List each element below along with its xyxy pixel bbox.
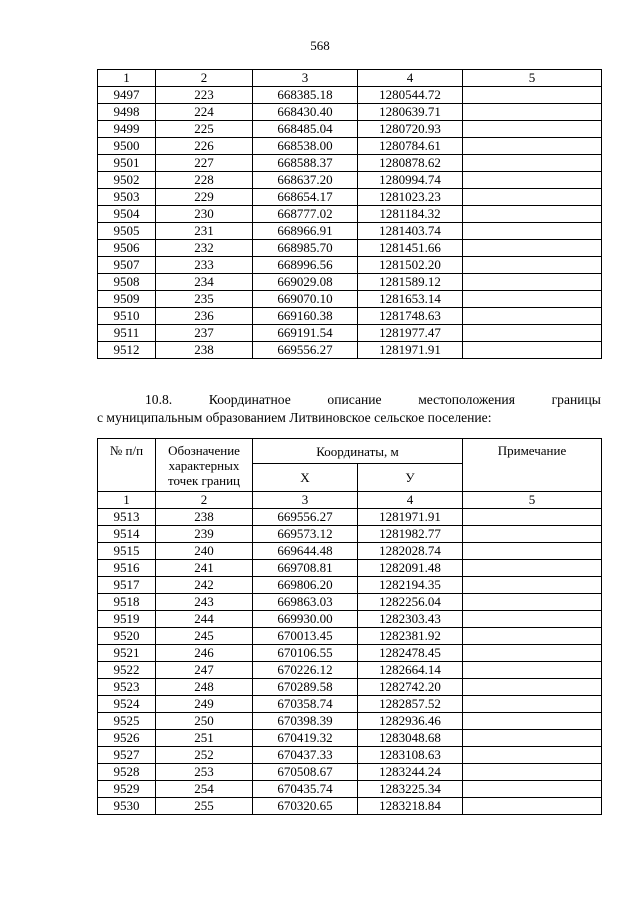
cell-y: 1281748.63 bbox=[358, 308, 463, 325]
cell-y: 1282478.45 bbox=[358, 645, 463, 662]
table-row bbox=[98, 594, 602, 611]
cell-y: 1280878.62 bbox=[358, 155, 463, 172]
cell-y: 1282936.46 bbox=[358, 713, 463, 730]
cell-y: 1283048.68 bbox=[358, 730, 463, 747]
cell-point-number: 9529 bbox=[98, 781, 156, 798]
cell-y: 1282028.74 bbox=[358, 543, 463, 560]
column-index-row bbox=[98, 70, 602, 87]
cell-x: 668985.70 bbox=[253, 240, 358, 257]
column-index: 4 bbox=[358, 492, 463, 509]
table-row bbox=[98, 87, 602, 104]
cell-designation: 247 bbox=[156, 662, 253, 679]
cell-x: 668637.20 bbox=[253, 172, 358, 189]
cell-x: 668538.00 bbox=[253, 138, 358, 155]
cell-x: 670437.33 bbox=[253, 747, 358, 764]
cell-point-number: 9504 bbox=[98, 206, 156, 223]
table-body bbox=[98, 509, 602, 815]
cell-note bbox=[463, 645, 602, 662]
cell-y: 1282742.20 bbox=[358, 679, 463, 696]
cell-designation: 245 bbox=[156, 628, 253, 645]
cell-x: 668385.18 bbox=[253, 87, 358, 104]
cell-designation: 252 bbox=[156, 747, 253, 764]
cell-designation: 232 bbox=[156, 240, 253, 257]
cell-x: 669644.48 bbox=[253, 543, 358, 560]
cell-x: 669708.81 bbox=[253, 560, 358, 577]
cell-note bbox=[463, 679, 602, 696]
cell-note bbox=[463, 291, 602, 308]
cell-designation: 227 bbox=[156, 155, 253, 172]
cell-note bbox=[463, 781, 602, 798]
cell-x: 668777.02 bbox=[253, 206, 358, 223]
cell-note bbox=[463, 206, 602, 223]
cell-designation: 243 bbox=[156, 594, 253, 611]
cell-point-number: 9513 bbox=[98, 509, 156, 526]
cell-note bbox=[463, 696, 602, 713]
cell-designation: 246 bbox=[156, 645, 253, 662]
table-row bbox=[98, 662, 602, 679]
cell-x: 670398.39 bbox=[253, 713, 358, 730]
cell-x: 669070.10 bbox=[253, 291, 358, 308]
cell-y: 1281982.77 bbox=[358, 526, 463, 543]
coordinates-table-continued bbox=[97, 69, 602, 359]
header-coordinates: Координаты, м bbox=[253, 439, 463, 464]
cell-note bbox=[463, 628, 602, 645]
cell-x: 669029.08 bbox=[253, 274, 358, 291]
table-row bbox=[98, 189, 602, 206]
table-row bbox=[98, 611, 602, 628]
cell-y: 1282091.48 bbox=[358, 560, 463, 577]
table-row bbox=[98, 206, 602, 223]
cell-point-number: 9527 bbox=[98, 747, 156, 764]
cell-y: 1281184.32 bbox=[358, 206, 463, 223]
table-row bbox=[98, 257, 602, 274]
cell-x: 669556.27 bbox=[253, 342, 358, 359]
cell-designation: 250 bbox=[156, 713, 253, 730]
header-x: X bbox=[253, 464, 358, 492]
cell-x: 670320.65 bbox=[253, 798, 358, 815]
cell-y: 1281971.91 bbox=[358, 509, 463, 526]
cell-point-number: 9514 bbox=[98, 526, 156, 543]
cell-y: 1282857.52 bbox=[358, 696, 463, 713]
table-row bbox=[98, 730, 602, 747]
cell-point-number: 9528 bbox=[98, 764, 156, 781]
cell-designation: 233 bbox=[156, 257, 253, 274]
table-row bbox=[98, 526, 602, 543]
cell-y: 1281653.14 bbox=[358, 291, 463, 308]
cell-note bbox=[463, 526, 602, 543]
cell-note bbox=[463, 121, 602, 138]
cell-point-number: 9508 bbox=[98, 274, 156, 291]
table-row bbox=[98, 509, 602, 526]
cell-x: 668654.17 bbox=[253, 189, 358, 206]
cell-point-number: 9499 bbox=[98, 121, 156, 138]
column-index-row bbox=[98, 492, 602, 509]
table-row bbox=[98, 560, 602, 577]
cell-designation: 240 bbox=[156, 543, 253, 560]
cell-note bbox=[463, 138, 602, 155]
cell-designation: 248 bbox=[156, 679, 253, 696]
table-row bbox=[98, 696, 602, 713]
heading-word: границы bbox=[551, 392, 601, 407]
table-row bbox=[98, 291, 602, 308]
cell-point-number: 9520 bbox=[98, 628, 156, 645]
cell-note bbox=[463, 308, 602, 325]
table-row bbox=[98, 577, 602, 594]
cell-designation: 226 bbox=[156, 138, 253, 155]
cell-y: 1282381.92 bbox=[358, 628, 463, 645]
cell-designation: 249 bbox=[156, 696, 253, 713]
cell-y: 1283244.24 bbox=[358, 764, 463, 781]
cell-note bbox=[463, 560, 602, 577]
cell-point-number: 9524 bbox=[98, 696, 156, 713]
table-row bbox=[98, 240, 602, 257]
table-row bbox=[98, 223, 602, 240]
heading-word: местоположения bbox=[418, 392, 515, 407]
table-row bbox=[98, 104, 602, 121]
cell-designation: 239 bbox=[156, 526, 253, 543]
cell-designation: 224 bbox=[156, 104, 253, 121]
cell-point-number: 9519 bbox=[98, 611, 156, 628]
cell-note bbox=[463, 747, 602, 764]
cell-point-number: 9522 bbox=[98, 662, 156, 679]
cell-point-number: 9506 bbox=[98, 240, 156, 257]
cell-note bbox=[463, 325, 602, 342]
cell-note bbox=[463, 594, 602, 611]
section-heading bbox=[97, 391, 601, 427]
cell-note bbox=[463, 611, 602, 628]
header-row bbox=[98, 439, 602, 464]
cell-x: 670435.74 bbox=[253, 781, 358, 798]
table-row bbox=[98, 172, 602, 189]
coordinates-table bbox=[97, 438, 602, 815]
cell-y: 1281589.12 bbox=[358, 274, 463, 291]
cell-point-number: 9516 bbox=[98, 560, 156, 577]
cell-x: 668430.40 bbox=[253, 104, 358, 121]
cell-point-number: 9505 bbox=[98, 223, 156, 240]
cell-point-number: 9500 bbox=[98, 138, 156, 155]
cell-point-number: 9518 bbox=[98, 594, 156, 611]
cell-note bbox=[463, 104, 602, 121]
cell-x: 668966.91 bbox=[253, 223, 358, 240]
header-designation-text: Обозначение характерных точек границ bbox=[167, 443, 241, 488]
cell-y: 1281023.23 bbox=[358, 189, 463, 206]
cell-note bbox=[463, 798, 602, 815]
cell-designation: 228 bbox=[156, 172, 253, 189]
table-row bbox=[98, 308, 602, 325]
cell-y: 1280994.74 bbox=[358, 172, 463, 189]
cell-y: 1283225.34 bbox=[358, 781, 463, 798]
section-number: 10.8. bbox=[145, 392, 173, 407]
table-row bbox=[98, 274, 602, 291]
cell-designation: 237 bbox=[156, 325, 253, 342]
table-row bbox=[98, 543, 602, 560]
cell-designation: 236 bbox=[156, 308, 253, 325]
header-designation bbox=[156, 439, 253, 492]
header-note: Примечание bbox=[463, 439, 602, 492]
table-body bbox=[98, 87, 602, 359]
cell-point-number: 9509 bbox=[98, 291, 156, 308]
header-point-number: № п/п bbox=[98, 439, 156, 492]
cell-x: 670289.58 bbox=[253, 679, 358, 696]
cell-y: 1283218.84 bbox=[358, 798, 463, 815]
section-heading-line bbox=[97, 391, 601, 409]
cell-x: 670013.45 bbox=[253, 628, 358, 645]
cell-y: 1281403.74 bbox=[358, 223, 463, 240]
cell-y: 1281971.91 bbox=[358, 342, 463, 359]
cell-x: 670419.32 bbox=[253, 730, 358, 747]
column-index: 5 bbox=[463, 492, 602, 509]
column-index: 3 bbox=[253, 70, 358, 87]
cell-note bbox=[463, 662, 602, 679]
cell-note bbox=[463, 509, 602, 526]
cell-note bbox=[463, 543, 602, 560]
cell-designation: 235 bbox=[156, 291, 253, 308]
cell-point-number: 9510 bbox=[98, 308, 156, 325]
cell-note bbox=[463, 342, 602, 359]
cell-designation: 255 bbox=[156, 798, 253, 815]
cell-point-number: 9512 bbox=[98, 342, 156, 359]
cell-point-number: 9526 bbox=[98, 730, 156, 747]
cell-designation: 230 bbox=[156, 206, 253, 223]
column-index: 2 bbox=[156, 70, 253, 87]
header-y: У bbox=[358, 464, 463, 492]
cell-designation: 241 bbox=[156, 560, 253, 577]
column-index: 1 bbox=[98, 492, 156, 509]
cell-designation: 229 bbox=[156, 189, 253, 206]
cell-x: 669930.00 bbox=[253, 611, 358, 628]
cell-x: 668996.56 bbox=[253, 257, 358, 274]
cell-designation: 238 bbox=[156, 509, 253, 526]
table-row bbox=[98, 138, 602, 155]
cell-point-number: 9498 bbox=[98, 104, 156, 121]
section-heading-line: с муниципальным образованием Литвиновское сельское поселение: bbox=[97, 410, 492, 425]
table-row bbox=[98, 342, 602, 359]
cell-designation: 253 bbox=[156, 764, 253, 781]
cell-x: 668485.04 bbox=[253, 121, 358, 138]
cell-x: 669160.38 bbox=[253, 308, 358, 325]
table-row bbox=[98, 747, 602, 764]
table-row bbox=[98, 645, 602, 662]
cell-y: 1280784.61 bbox=[358, 138, 463, 155]
cell-note bbox=[463, 274, 602, 291]
cell-note bbox=[463, 764, 602, 781]
cell-point-number: 9523 bbox=[98, 679, 156, 696]
table-row bbox=[98, 679, 602, 696]
cell-point-number: 9501 bbox=[98, 155, 156, 172]
cell-note bbox=[463, 172, 602, 189]
cell-point-number: 9502 bbox=[98, 172, 156, 189]
cell-note bbox=[463, 257, 602, 274]
cell-y: 1281451.66 bbox=[358, 240, 463, 257]
cell-y: 1281502.20 bbox=[358, 257, 463, 274]
column-index: 3 bbox=[253, 492, 358, 509]
cell-note bbox=[463, 155, 602, 172]
cell-x: 669556.27 bbox=[253, 509, 358, 526]
table-row bbox=[98, 781, 602, 798]
cell-point-number: 9521 bbox=[98, 645, 156, 662]
cell-y: 1282664.14 bbox=[358, 662, 463, 679]
cell-designation: 242 bbox=[156, 577, 253, 594]
cell-y: 1280720.93 bbox=[358, 121, 463, 138]
cell-y: 1282256.04 bbox=[358, 594, 463, 611]
cell-x: 669863.03 bbox=[253, 594, 358, 611]
cell-note bbox=[463, 577, 602, 594]
cell-x: 669573.12 bbox=[253, 526, 358, 543]
cell-y: 1281977.47 bbox=[358, 325, 463, 342]
column-index: 4 bbox=[358, 70, 463, 87]
cell-x: 670358.74 bbox=[253, 696, 358, 713]
cell-x: 670508.67 bbox=[253, 764, 358, 781]
column-index: 5 bbox=[463, 70, 602, 87]
cell-note bbox=[463, 223, 602, 240]
cell-designation: 223 bbox=[156, 87, 253, 104]
table-row bbox=[98, 121, 602, 138]
cell-designation: 251 bbox=[156, 730, 253, 747]
heading-word: Координатное bbox=[208, 392, 291, 407]
cell-note bbox=[463, 87, 602, 104]
cell-designation: 234 bbox=[156, 274, 253, 291]
cell-point-number: 9517 bbox=[98, 577, 156, 594]
cell-note bbox=[463, 713, 602, 730]
table-row bbox=[98, 764, 602, 781]
heading-word: описание bbox=[327, 392, 382, 407]
cell-y: 1280639.71 bbox=[358, 104, 463, 121]
table-row bbox=[98, 325, 602, 342]
cell-point-number: 9497 bbox=[98, 87, 156, 104]
cell-designation: 231 bbox=[156, 223, 253, 240]
cell-designation: 225 bbox=[156, 121, 253, 138]
cell-y: 1283108.63 bbox=[358, 747, 463, 764]
cell-x: 670106.55 bbox=[253, 645, 358, 662]
page-number: 568 bbox=[310, 38, 330, 53]
cell-designation: 244 bbox=[156, 611, 253, 628]
cell-note bbox=[463, 730, 602, 747]
table-row bbox=[98, 798, 602, 815]
cell-x: 668588.37 bbox=[253, 155, 358, 172]
cell-point-number: 9515 bbox=[98, 543, 156, 560]
column-index: 1 bbox=[98, 70, 156, 87]
cell-point-number: 9511 bbox=[98, 325, 156, 342]
cell-x: 669806.20 bbox=[253, 577, 358, 594]
cell-x: 670226.12 bbox=[253, 662, 358, 679]
cell-point-number: 9530 bbox=[98, 798, 156, 815]
cell-x: 669191.54 bbox=[253, 325, 358, 342]
cell-point-number: 9507 bbox=[98, 257, 156, 274]
cell-y: 1282303.43 bbox=[358, 611, 463, 628]
cell-point-number: 9525 bbox=[98, 713, 156, 730]
cell-note bbox=[463, 189, 602, 206]
table-row bbox=[98, 713, 602, 730]
table-row bbox=[98, 628, 602, 645]
table-row bbox=[98, 155, 602, 172]
cell-y: 1282194.35 bbox=[358, 577, 463, 594]
cell-y: 1280544.72 bbox=[358, 87, 463, 104]
cell-point-number: 9503 bbox=[98, 189, 156, 206]
cell-designation: 254 bbox=[156, 781, 253, 798]
cell-designation: 238 bbox=[156, 342, 253, 359]
cell-note bbox=[463, 240, 602, 257]
column-index: 2 bbox=[156, 492, 253, 509]
